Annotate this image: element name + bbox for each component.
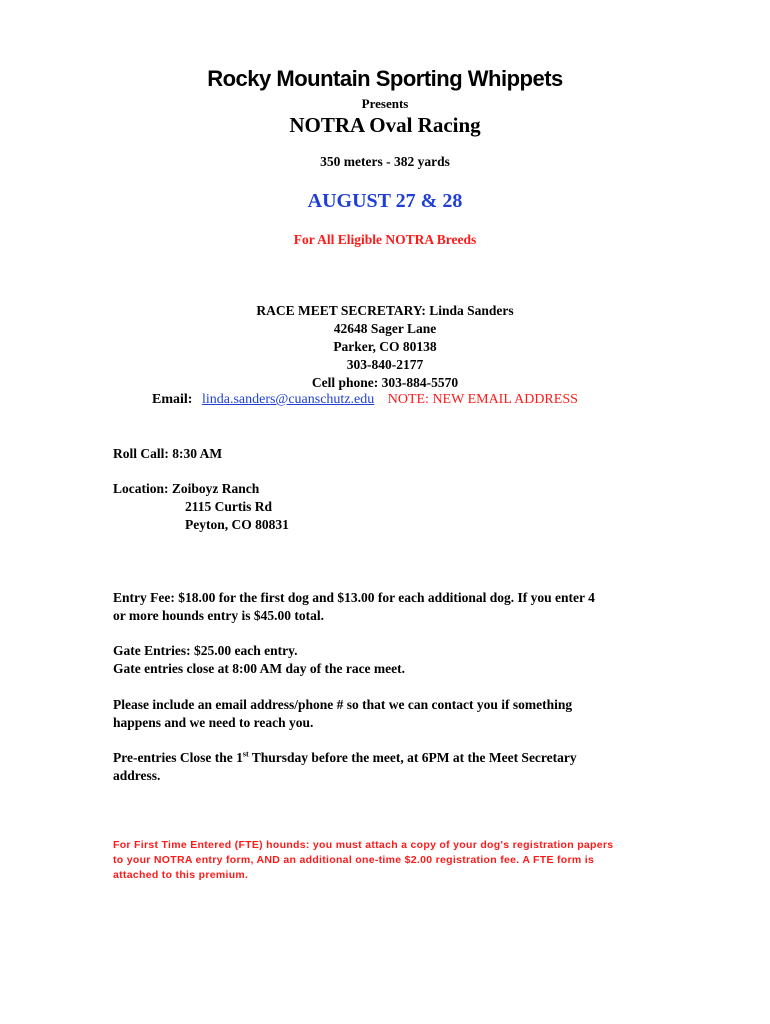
email-label: Email: (152, 392, 193, 407)
entry-fee-line: or more hounds entry is $45.00 total. (113, 608, 325, 623)
pre-entries-line: address. (113, 768, 161, 783)
entry-fee-line: Entry Fee: $18.00 for the first dog and $13.00 for each additional dog. If you enter 4 (113, 590, 595, 605)
event-dates: AUGUST 27 & 28 (307, 190, 463, 212)
secretary-phone: 303-840-2177 (346, 357, 424, 372)
secretary-city: Parker, CO 80138 (333, 339, 437, 354)
fte-line: to your NOTRA entry form, AND an additional one-time $2.00 registration fee. A FTE form is (113, 854, 595, 866)
contact-line: Please include an email address/phone # so that we can contact you if something (113, 697, 573, 712)
roll-call: Roll Call: 8:30 AM (113, 446, 223, 461)
eligible-breeds: For All Eligible NOTRA Breeds (293, 232, 477, 247)
distance-text: 350 meters - 382 yards (320, 154, 450, 169)
pre-entries-text: Thursday before the meet, at 6PM at the Meet Secretary (248, 750, 577, 765)
event-title: NOTRA Oval Racing (289, 113, 481, 137)
gate-entries-paragraph (113, 642, 673, 678)
secretary-street: 42648 Sager Lane (333, 321, 437, 336)
fte-line: For First Time Entered (FTE) hounds: you must attach a copy of your dog's registration papers (113, 839, 614, 851)
location-label: Location: Zoiboyz Ranch (113, 481, 260, 496)
secretary-name: RACE MEET SECRETARY: Linda Sanders (256, 303, 514, 318)
email-line (152, 392, 578, 408)
contact-paragraph (113, 696, 673, 732)
email-link[interactable]: linda.sanders@cuanschutz.edu (201, 392, 375, 407)
contact-line: happens and we need to reach you. (113, 715, 314, 730)
email-note: NOTE: NEW EMAIL ADDRESS (387, 392, 578, 407)
gate-entries-line: Gate Entries: $25.00 each entry. (113, 643, 298, 658)
gate-entries-line: Gate entries close at 8:00 AM day of the race meet. (113, 661, 406, 676)
location-street: 2115 Curtis Rd (185, 499, 273, 514)
secretary-block (0, 302, 770, 392)
fte-notice (113, 838, 673, 883)
org-title: Rocky Mountain Sporting Whippets (207, 66, 563, 91)
location-address (185, 498, 289, 534)
entry-fee-paragraph (113, 589, 673, 625)
presents-label: Presents (361, 96, 409, 111)
fte-line: attached to this premium. (113, 869, 249, 881)
pre-entries-line (113, 749, 673, 767)
pre-entries-text: Pre-entries Close the 1 (113, 750, 243, 765)
location-city: Peyton, CO 80831 (185, 517, 289, 532)
ordinal-suffix: st (242, 749, 249, 759)
pre-entries-paragraph (113, 749, 673, 785)
secretary-cell: Cell phone: 303-884-5570 (311, 375, 459, 390)
